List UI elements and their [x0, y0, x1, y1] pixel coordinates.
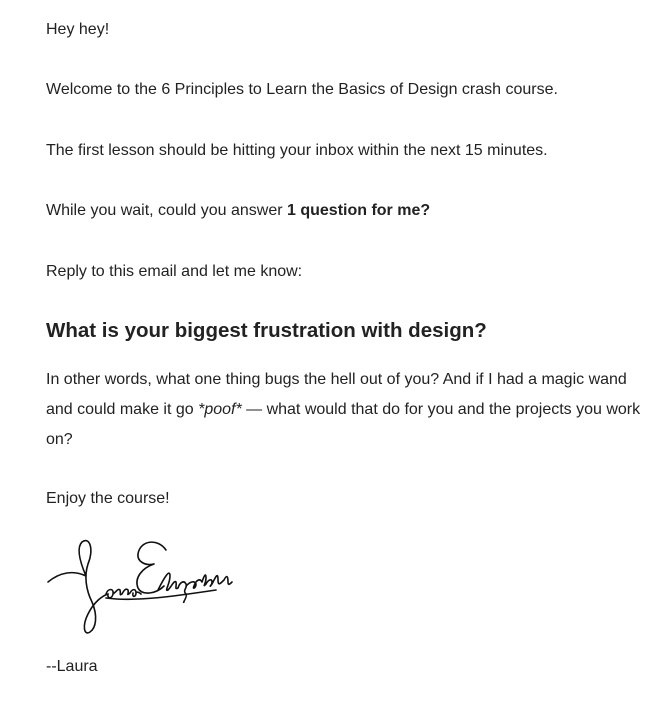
- enjoy-text: Enjoy the course!: [46, 490, 170, 507]
- question-heading: What is your biggest frustration with design?: [46, 319, 487, 342]
- other-words-after: — what would that do for you and the projects you work on?: [46, 401, 641, 448]
- other-words-before: In other words, what one thing bugs the hell out of you? And if I had a magic wand and could make it go: [46, 371, 627, 418]
- signature-image: [46, 532, 236, 642]
- first-lesson-text: The first lesson should be hitting your inbox within the next 15 minutes.: [46, 142, 548, 159]
- signoff-text: --Laura: [46, 658, 98, 675]
- welcome-text: Welcome to the 6 Principles to Learn the Basics of Design crash course.: [46, 81, 558, 98]
- wait-question-text: [46, 196, 430, 226]
- wait-prefix: While you wait, could you answer: [46, 202, 287, 219]
- greeting-text: Hey hey!: [46, 21, 110, 38]
- poof-text: *poof*: [198, 401, 242, 418]
- wait-bold: 1 question for me?: [287, 202, 431, 219]
- other-words-paragraph: [46, 365, 646, 455]
- reply-instruction-text: Reply to this email and let me know:: [46, 263, 303, 280]
